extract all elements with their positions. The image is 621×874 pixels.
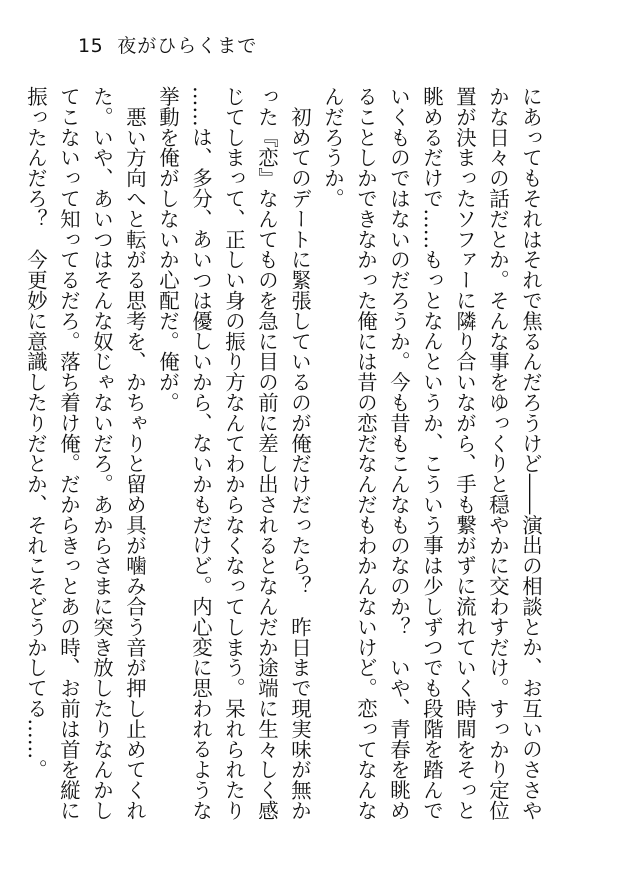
paragraph-1: にあってもそれはそれで焦るんだろうけど――演出の相談とか、お互いのささやかな日々の話だとか。そんな事をゆっくりと穏やかに交わすだけ。すっかり定位置が決まったソファーに隣り合いながら、手も繋がずに流れていく時間をそっと眺めるだけで……もっとなんというか、こういう事は少しずつでも段階を踏んでいくものではないのだろうか。今も昔もこんなものなのか？ いや、青春を眺めることしかできなかった俺には昔の恋だなんだもわかんないけど。恋ってなんなんだろうか。 xyxy=(321,86,543,821)
chapter-title: 夜がひらくまで xyxy=(117,35,258,57)
paragraph-2: 初めてのデートに緊張しているのが俺だけだったら？ 昨日まで現実味が無かった『恋』なんてものを急に目の前に差し出されるとなんだか途端に生々しく感じてしまって、正しい身の振り方なんてわからなくなってしまう。呆れられたり……は、多分、あいつは優しいから、ないかもだけど。内心変に思われるような挙動を俺がしないか心配だ。俺が。 xyxy=(156,86,312,821)
paragraph-3: 悪い方向へと転がる思考を、かちゃりと留め具が噛み合う音が押し止めてくれた。いや、あいつはそんな奴じゃないだろ。あからさまに突き放したりなんかしてこないって知ってるだろ。落ち着け俺。だからきっとあの時、お前は首を縦に振ったんだろ？ 今更妙に意識したりだとか、それこそどうかしてる……。 xyxy=(24,86,147,821)
vertical-body-text xyxy=(24,86,547,826)
page-number: 15 xyxy=(78,35,104,57)
page-header xyxy=(78,34,257,58)
